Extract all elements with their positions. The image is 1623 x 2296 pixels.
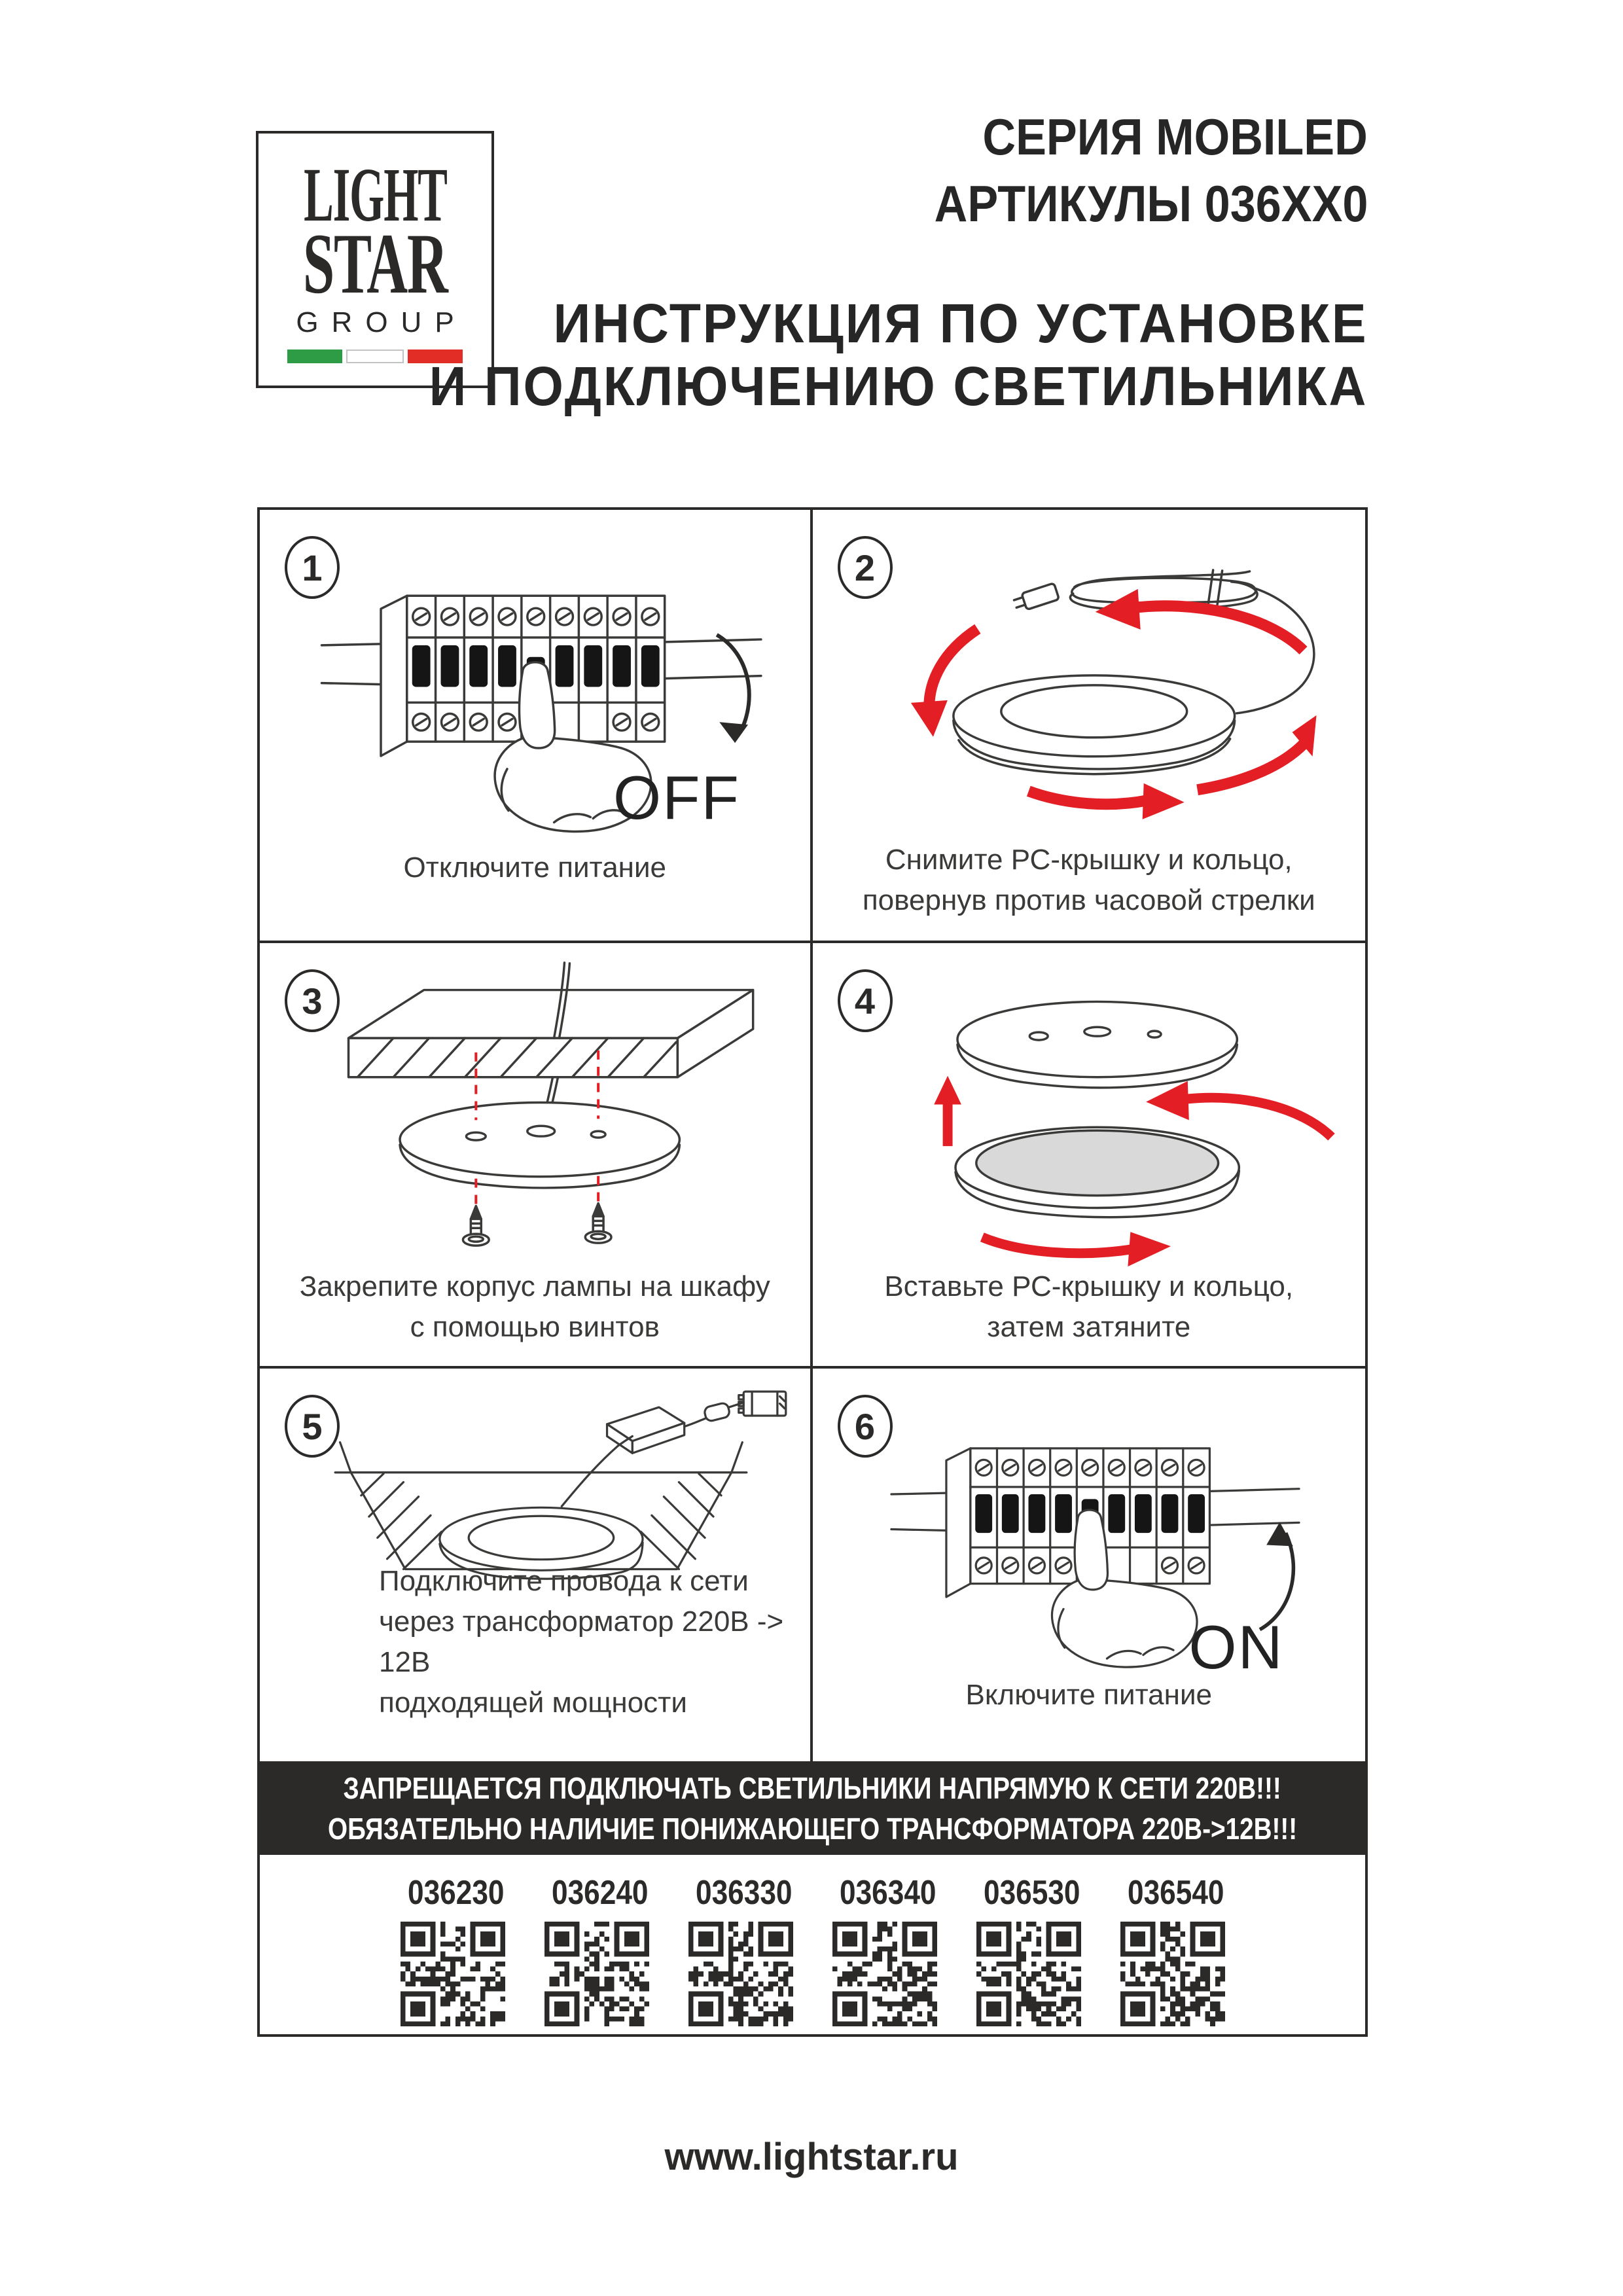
qr-code [401,1922,505,2026]
logo-word-light: LIGHT [303,152,447,238]
steps-grid [257,507,1368,1764]
step-6-number: 6 [838,1395,893,1458]
series-line-2: АРТИКУЛЫ 036XX0 [934,175,1368,232]
turn-off-arrow-icon [717,635,749,743]
article-column [975,1873,1082,2034]
step-2-caption: Снимите РС-крышку и кольцо, повернув против часовой стрелки [862,844,1315,916]
title-line-2: И ПОДКЛЮЧЕНИЮ СВЕТИЛЬНИКА [429,355,1368,417]
step-3-number: 3 [285,969,340,1032]
puck-light [953,675,1234,774]
step-3-cell [260,943,813,1369]
warning-line-1: ЗАПРЕЩАЕТСЯ ПОДКЛЮЧАТЬ СВЕТИЛЬНИКИ НАПРЯМУЮ К СЕТИ 220В!!! [343,1770,1282,1805]
step-5-number: 5 [285,1395,340,1458]
article-column [831,1873,938,2034]
series-line-1: СЕРИЯ MOBILED [982,108,1368,166]
step-4-number: 4 [838,969,893,1032]
warning-bar [257,1764,1368,1852]
step-5-caption: Подключите провода к сети через трансформатор 220В -> 12В подходящей мощности [379,1565,784,1719]
step-2-number: 2 [838,536,893,599]
qr-panel [257,1852,1368,2037]
page-title [369,292,1368,418]
flag-green-segment [287,350,342,363]
article-column [543,1873,651,2034]
pc-cover-ring [955,1127,1239,1217]
article-column [399,1873,507,2034]
step-6-cell [813,1369,1366,1761]
logo-word-star: STAR [302,215,448,312]
step-4-caption: Вставьте РС-крышку и кольцо, затем затяните [884,1270,1294,1343]
qr-code [832,1922,937,2026]
step-4-cell [813,943,1366,1369]
lamp-base [400,1102,679,1187]
qr-code [688,1922,793,2026]
article-number: 036340 [839,1874,936,1912]
step-1-number: 1 [285,536,340,599]
series-header [886,103,1368,237]
article-number: 036530 [983,1874,1080,1912]
title-line-1: ИНСТРУКЦИЯ ПО УСТАНОВКЕ [553,293,1368,354]
step-1-caption: Отключите питание [403,852,667,884]
footer-url: www.lightstar.ru [664,2136,959,2178]
on-label: ON [1188,1613,1284,1681]
article-column [687,1873,794,2034]
off-label: OFF [613,763,740,832]
article-number: 036330 [695,1874,793,1912]
logo-word-group: GROUP [296,306,467,338]
step-3-caption: Закрепите корпус лампы на шкафу с помощью винтов [299,1270,770,1343]
warning-line-2: ОБЯЗАТЕЛЬНО НАЛИЧИЕ ПОНИЖАЮЩЕГО ТРАНСФОРМАТОРА 220В->12В!!! [327,1811,1298,1846]
article-number: 036540 [1127,1874,1224,1912]
article-column [1119,1873,1226,2034]
step-1-cell [260,510,813,943]
qr-code [1120,1922,1225,2026]
step-6-caption: Включите питание [965,1679,1213,1711]
cabinet-board [349,990,753,1077]
article-number: 036240 [551,1874,649,1912]
screws-icon [463,1204,611,1246]
article-number: 036230 [407,1874,505,1912]
step-5-cell [260,1369,813,1761]
step-2-cell [813,510,1366,943]
qr-code [544,1922,649,2026]
lamp-body-disc [957,1001,1236,1087]
qr-code [976,1922,1081,2026]
